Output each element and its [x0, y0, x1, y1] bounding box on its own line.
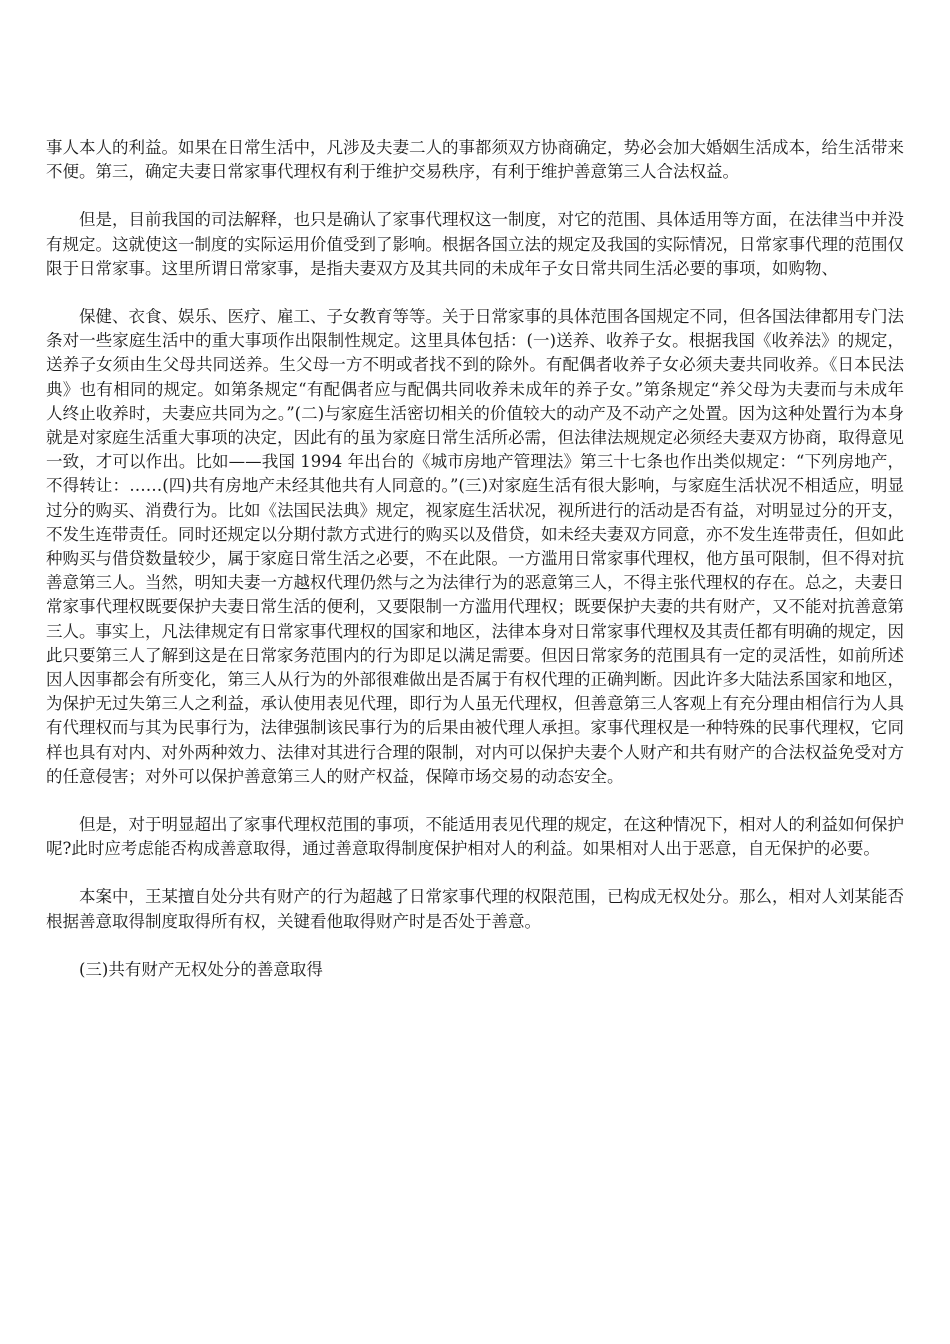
section-heading: (三)共有财产无权处分的善意取得 [79, 959, 323, 979]
paragraph-4: 但是，对于明显超出了家事代理权范围的事项，不能适用表见代理的规定，在这种情况下，相对人的利益如何保护呢?此时应考虑能否构成善意取得，通过善意取得制度保护相对人的利益。如果相对人出于恶意，自无保护的必要。 [46, 815, 904, 859]
paragraph-3: 保健、衣食、娱乐、医疗、雇工、子女教育等等。关于日常家事的具体范围各国规定不同，但各国法律都用专门法条对一些家庭生活中的重大事项作出限制性规定。这里具体包括：(一)送养、收养子女。根据我国《收养法》的规定，送养子女须由生父母共同送养。生父母一方不明或者找不到的除外。有配偶者收养子女必须夫妻共同收养。《日本民法典》也有相同的规定。如第条规定“有配偶者应与配偶共同收养未成年的养子女。”第条规定“养父母为夫妻而与未成年人终止收养时，夫妻应共同为之。”(二)与家庭生活密切相关的价值较大的动产及不动产之处置。因为这种处置行为本身就是对家庭生活重大事项的决定，因此有的虽为家庭日常生活所必需，但法律法规规定必须经夫妻双方协商，取得意见一致，才可以作出。比如——我国 1994 年出台的《城市房地产管理法》第三十七条也作出类似规定：“下列房地产，不得转让：……(四)共有房地产未经其他共有人同意的。”(三)对家庭生活有很大影响，与家庭生活状况不相适应，明显过分的购买、消费行为。比如《法国民法典》规定，视家庭生活状况，视所进行的活动是否有益，对明显过分的开支，不发生连带责任。同时还规定以分期付款方式进行的购买以及借贷，如未经夫妻双方同意，亦不发生连带责任，但如此种购买与借贷数量较少，属于家庭日常生活之必要，不在此限。一方滥用日常家事代理权，他方虽可限制，但不得对抗善意第三人。当然，明知夫妻一方越权代理仍然与之为法律行为的恶意第三人，不得主张代理权的存在。总之，夫妻日常家事代理权既要保护夫妻日常生活的便利，又要限制一方滥用代理权；既要保护夫妻的共有财产，又不能对抗善意第三人。事实上，凡法律规定有日常家事代理权的国家和地区，法律本身对日常家事代理权及其责任都有明确的规定，因此只要第三人了解到这是在日常家务范围内的行为即足以满足需要。但因日常家务的范围具有一定的灵活性，如前所述因人因事都会有所变化，第三人从行为的外部很难做出是否属于有权代理的正确判断。因此许多大陆法系国家和地区，为保护无过失第三人之利益，承认使用表见代理，即行为人虽无代理权，但善意第三人客观上有充分理由相信行为人具有代理权而与其为民事行为，法律强制该民事行为的后果由被代理人承担。家事代理权是一种特殊的民事代理权，它同样也具有对内、对外两种效力、法律对其进行合理的限制，对内可以保护夫妻个人财产和共有财产的合法权益免受对方的任意侵害；对外可以保护善意第三人的财产权益，保障市场交易的动态安全。 [46, 307, 904, 786]
paragraph-2: 但是，目前我国的司法解释，也只是确认了家事代理权这一制度，对它的范围、具体适用等方面，在法律当中并没有规定。这就使这一制度的实际运用价值受到了影响。根据各国立法的规定及我国的实际情况，日常家事代理的范围仅限于日常家事。这里所谓日常家事，是指夫妻双方及其共同的未成年子女日常共同生活必要的事项，如购物、 [46, 210, 904, 278]
paragraph-1: 事人本人的利益。如果在日常生活中，凡涉及夫妻二人的事都须双方协商确定，势必会加大婚姻生活成本，给生活带来不便。第三，确定夫妻日常家事代理权有利于维护交易秩序，有利于维护善意第三人合法权益。 [46, 138, 904, 182]
paragraph-5: 本案中，王某擅自处分共有财产的行为超越了日常家事代理的权限范围，已构成无权处分。那么，相对人刘某能否根据善意取得制度取得所有权，关键看他取得财产时是否处于善意。 [46, 887, 904, 931]
document-body [46, 136, 904, 982]
